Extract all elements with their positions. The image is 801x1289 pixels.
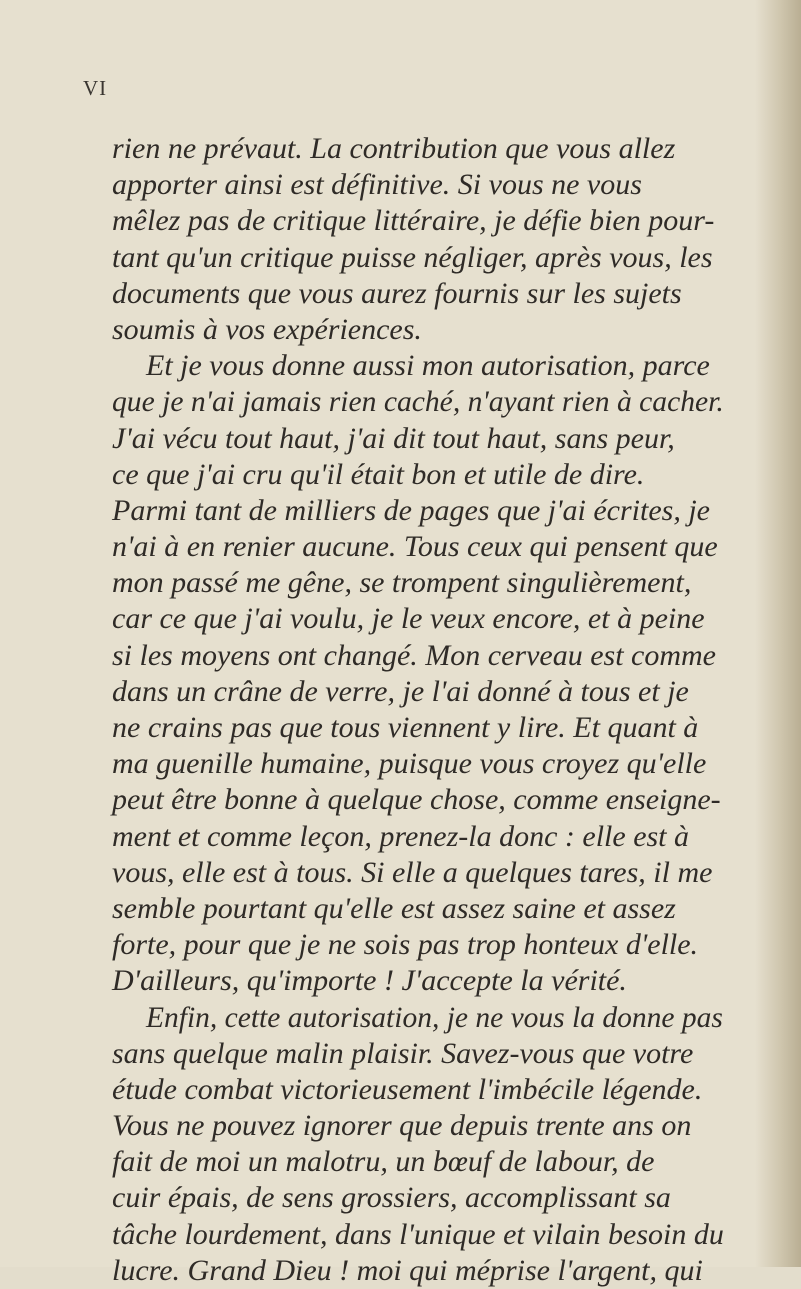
body-text [112,131,724,1289]
text-line: soumis à vos expériences. [112,312,724,348]
text-line: que je n'ai jamais rien caché, n'ayant rien à cacher. [112,384,724,420]
page-edge-shadow [755,0,801,1267]
paragraph [112,1000,724,1289]
text-line: J'ai vécu tout haut, j'ai dit tout haut, sans peur, [112,421,724,457]
text-line: apporter ainsi est définitive. Si vous ne vous [112,167,724,203]
text-line: tant qu'un critique puisse négliger, après vous, les [112,240,724,276]
text-line: mêlez pas de critique littéraire, je défie bien pour- [112,203,724,239]
text-line: ment et comme leçon, prenez-la donc : elle est à [112,819,724,855]
text-line: étude combat victorieusement l'imbécile légende. [112,1072,724,1108]
text-line: ne crains pas que tous viennent y lire. Et quant à [112,710,724,746]
text-line: Et je vous donne aussi mon autorisation, parce [112,348,724,384]
text-line: dans un crâne de verre, je l'ai donné à tous et je [112,674,724,710]
text-line: sans quelque malin plaisir. Savez-vous que votre [112,1036,724,1072]
text-line: cuir épais, de sens grossiers, accomplissant sa [112,1180,724,1216]
paragraph [112,131,724,348]
text-line: rien ne prévaut. La contribution que vous allez [112,131,724,167]
text-line: Enfin, cette autorisation, je ne vous la donne pas [112,1000,724,1036]
text-line: semble pourtant qu'elle est assez saine et assez [112,891,724,927]
text-line: n'ai à en renier aucune. Tous ceux qui pensent que [112,529,724,565]
text-line: ma guenille humaine, puisque vous croyez qu'elle [112,746,724,782]
text-line: si les moyens ont changé. Mon cerveau est comme [112,638,724,674]
text-line: D'ailleurs, qu'importe ! J'accepte la vérité. [112,963,724,999]
text-line: Vous ne pouvez ignorer que depuis trente ans on [112,1108,724,1144]
text-line: mon passé me gêne, se trompent singulièrement, [112,565,724,601]
text-line: fait de moi un malotru, un bœuf de labour, de [112,1144,724,1180]
page-number: VI [83,76,107,101]
text-line: peut être bonne à quelque chose, comme enseigne- [112,782,724,818]
text-line: lucre. Grand Dieu ! moi qui méprise l'argent, qui [112,1253,724,1289]
text-line: tâche lourdement, dans l'unique et vilain besoin du [112,1217,724,1253]
text-line: documents que vous aurez fournis sur les sujets [112,276,724,312]
paragraph [112,348,724,999]
text-line: Parmi tant de milliers de pages que j'ai écrites, je [112,493,724,529]
text-line: forte, pour que je ne sois pas trop honteux d'elle. [112,927,724,963]
text-line: ce que j'ai cru qu'il était bon et utile de dire. [112,457,724,493]
text-line: car ce que j'ai voulu, je le veux encore, et à peine [112,601,724,637]
text-line: vous, elle est à tous. Si elle a quelques tares, il me [112,855,724,891]
